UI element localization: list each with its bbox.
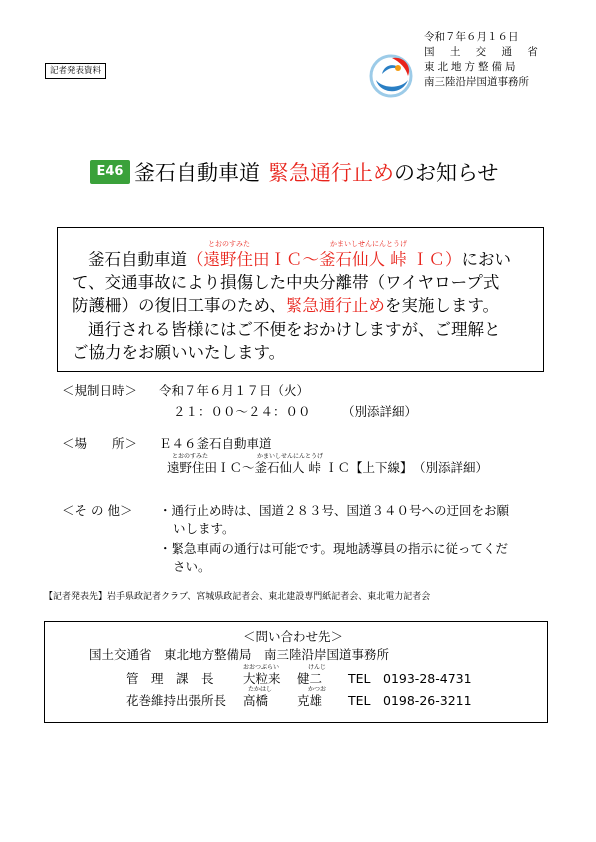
ruby-kamaishisenninto: かまいしせんにんとうげ bbox=[330, 240, 407, 248]
contact-ruby-1b: けんじ bbox=[308, 664, 327, 671]
regulation-time: ２１：００～２４：００ bbox=[173, 404, 311, 419]
org-line-1: 国 土 交 通 省 bbox=[424, 46, 544, 58]
org-line-3: 南三陸沿岸国道事務所 bbox=[424, 76, 529, 88]
contact-row-2-title: 花巻維持出張所長 bbox=[126, 693, 227, 708]
contact-ruby-1a: おおつぶらい bbox=[243, 664, 279, 671]
mlit-logo-icon bbox=[368, 50, 414, 102]
contact-row-2-tel: TEL 0198-26-3211 bbox=[348, 693, 472, 708]
place-section-note: （別添詳細） bbox=[413, 460, 489, 475]
notice-closure-red: 緊急通行止め bbox=[285, 296, 385, 315]
notice-line-4: 通行される皆様にはご不便をおかけしますが、ご理解と bbox=[88, 320, 501, 339]
notice-line-5: ご協力をお願いいたします。 bbox=[72, 343, 286, 362]
place-ruby-kamaishi: かまいしせんにんとうげ bbox=[257, 453, 324, 460]
contact-ruby-2a: たかはし bbox=[248, 686, 273, 693]
regulation-date: 令和７年６月１７日（火） bbox=[159, 383, 310, 398]
contact-row-1-tel: TEL 0193-28-4731 bbox=[348, 671, 472, 686]
place-section: 遠野住田ＩＣ～釜石仙人 峠 ＩＣ【上下線】 bbox=[167, 460, 413, 475]
route-badge: E46 bbox=[90, 160, 130, 184]
org-line-2: 東北地方整備局 bbox=[424, 61, 519, 73]
place-road: Ｅ４６釜石自動車道 bbox=[159, 436, 272, 451]
regulation-label: ＜規制日時＞ bbox=[62, 383, 138, 398]
press-release-list: 【記者発表先】岩手県政記者クラブ、宮城県政記者会、東北建設専門紙記者会、東北電力記者会 bbox=[44, 592, 431, 602]
regulation-time-note: （別添詳細） bbox=[342, 404, 418, 419]
notice-line-1-c: におい bbox=[461, 250, 511, 269]
other-bullet-2-line-2: さい。 bbox=[173, 559, 211, 574]
title-part-1: 釜石自動車道 bbox=[134, 161, 260, 185]
contact-row-1-title: 管 理 課 長 bbox=[126, 671, 214, 686]
contact-ruby-2b: かつお bbox=[308, 686, 327, 693]
place-ruby-tonosumita: とおのすみた bbox=[172, 453, 209, 460]
press-label: 記者発表資料 bbox=[45, 63, 106, 79]
org-block bbox=[424, 30, 544, 90]
other-bullet-1-line-2: いします。 bbox=[173, 521, 235, 536]
other-bullet-1-line-1: ・通行止め時は、国道２８３号、国道３４０号への迂回をお願 bbox=[159, 503, 510, 518]
notice-line-1-a: 釜石自動車道 bbox=[88, 250, 187, 269]
ruby-tonosumita: とおのすみた bbox=[208, 240, 250, 248]
other-label: ＜そ の 他＞ bbox=[62, 503, 133, 518]
contact-box bbox=[44, 621, 548, 723]
contact-row-2-name: 高橋 克雄 bbox=[243, 693, 322, 708]
contact-row-1-name: 大粒来 健二 bbox=[243, 671, 322, 686]
place-label: ＜場 所＞ bbox=[62, 436, 138, 451]
notice-line-3 bbox=[72, 292, 499, 316]
contact-org: 国土交通省 東北地方整備局 南三陸沿岸国道事務所 bbox=[89, 647, 390, 662]
title-part-2: 緊急通行止め bbox=[268, 161, 394, 185]
notice-line-3-a: 防護柵）の復旧工事のため、 bbox=[72, 296, 286, 315]
contact-heading: ＜問い合わせ先＞ bbox=[243, 629, 344, 644]
notice-box bbox=[57, 227, 544, 372]
title-part-3: のお知らせ bbox=[394, 161, 499, 185]
notice-line-2: て、交通事故により損傷した中央分離帯（ワイヤロープ式 bbox=[72, 273, 500, 292]
other-bullet-2-line-1: ・緊急車両の通行は可能です。現地誘導員の指示に従ってくだ bbox=[159, 541, 509, 556]
notice-line-1 bbox=[72, 246, 511, 270]
issue-date: 令和７年６月１６日 bbox=[424, 31, 519, 43]
notice-section-red: （遠野住田ＩＣ～釜石仙人 峠 ＩＣ） bbox=[187, 250, 462, 269]
notice-line-3-c: を実施します。 bbox=[384, 296, 500, 315]
page-title bbox=[90, 157, 498, 187]
